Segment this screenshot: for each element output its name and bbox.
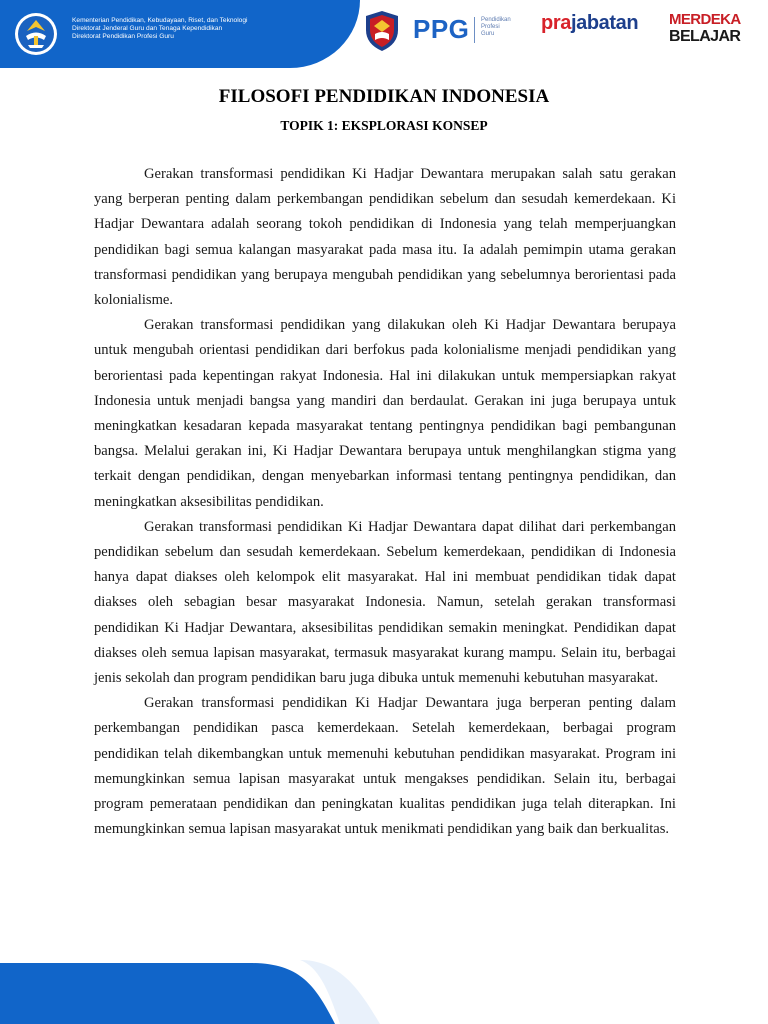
ppg-label: PPG — [413, 14, 470, 44]
document-subtitle: TOPIK 1: EKSPLORASI KONSEP — [280, 118, 488, 133]
ministry-name-block — [72, 17, 247, 42]
ministry-line: Kementerian Pendidikan, Kebudayaan, Riset, dan Teknologi — [72, 17, 248, 24]
header-blue-banner — [0, 0, 360, 68]
merdeka-belajar-logo — [666, 2, 741, 54]
directorate-line: Direktorat Pendidikan Profesi Guru — [72, 33, 174, 41]
ppg-divider — [474, 17, 475, 43]
ppg-sub-line: Profesi — [481, 24, 500, 30]
page-header — [0, 0, 768, 68]
document-title: FILOSOFI PENDIDIKAN INDONESIA — [218, 86, 550, 107]
ppg-sub-line: Pendidikan — [481, 17, 511, 23]
belajar-label: BELAJAR — [669, 28, 741, 45]
footer-wave — [0, 955, 768, 1024]
directorate-general-line: Direktorat Jenderal Guru dan Tenaga Kependidikan — [72, 25, 223, 33]
prajabatan-part1: pra — [541, 12, 571, 34]
prajabatan-logo — [541, 12, 638, 35]
tut-wuri-handayani-logo — [14, 12, 58, 56]
ppg-subtitle — [481, 17, 511, 38]
merdeka-label: MERDEKA — [669, 11, 741, 28]
body-paragraph: Gerakan transformasi pendidikan yang dilakukan oleh Ki Hadjar Dewantara berupaya untuk mengubah orientasi pendidikan dari berfokus pada kolonialisme menjadi pendidikan yang berorientasi pada kepentingan rakyat Indonesia. Hal ini dilakukan untuk mempersiapkan rakyat Indonesia untuk menjadi bangsa yang mandiri dan berdaulat. Gerakan ini juga berupaya untuk meningkatkan kesadaran kepada masyarakat tentang pentingnya pendidikan bagi pembangunan bangsa. Melalui gerakan ini, Ki Hadjar Dewantara berupaya untuk menghilangkan stigma yang terkait dengan pendidikan, dengan menyebarkan informasi tentang pentingnya pendidikan, dan meningkatkan aksesibilitas pendidikan. — [94, 317, 676, 510]
document-body — [94, 162, 676, 842]
body-paragraph: Gerakan transformasi pendidikan Ki Hadjar Dewantara dapat dilihat dari perkembangan pendidikan sebelum dan sesudah kemerdekaan. Sebelum kemerdekaan, pendidikan di Indonesia hanya dapat diakses oleh kelompok elit masyarakat. Hal ini membuat pendidikan tidak dapat diakses oleh sebagian besar masyarakat Indonesia. Namun, setelah gerakan transformasi pendidikan Ki Hadjar Dewantara, aksesibilitas pendidikan semakin meningkat. Pendidikan dapat diakses oleh semua lapisan masyarakat, termasuk masyarakat kurang mampu. Selain itu, berbagai jenis sekolah dan program pendidikan baru juga dibuka untuk memenuhi kebutuhan masyarakat. — [94, 518, 676, 687]
ppg-shield-logo — [365, 10, 399, 52]
prajabatan-part2: jabatan — [570, 12, 639, 34]
page-footer — [0, 955, 768, 1024]
body-paragraph: Gerakan transformasi pendidikan Ki Hadjar Dewantara merupakan salah satu gerakan yang berperan penting dalam perkembangan pendidikan sebelum dan sesudah kemerdekaan. Ki Hadjar Dewantara adalah seorang tokoh pendidikan di Indonesia yang telah memperjuangkan pendidikan bagi semua kalangan masyarakat pada masa itu. Ia adalah pemimpin utama gerakan transformasi pendidikan yang berupaya mengubah pendidikan yang sebelumnya berorientasi pada kolonialisme. — [94, 166, 676, 309]
body-paragraph: Gerakan transformasi pendidikan Ki Hadjar Dewantara juga berperan penting dalam perkembangan pendidikan pasca kemerdekaan. Setelah kemerdekaan, berbagai program pendidikan telah dikembangkan untuk memenuhi kebutuhan pendidikan masyarakat. Program ini memungkinkan semua lapisan masyarakat untuk mengakses pendidikan. Selain itu, berbagai program pemerataan pendidikan dan peningkatan kualitas pendidikan juga telah diterapkan. Ini memungkinkan semua lapisan masyarakat untuk menikmati pendidikan yang baik dan berkualitas. — [94, 695, 676, 838]
ppg-sub-line: Guru — [481, 31, 495, 37]
